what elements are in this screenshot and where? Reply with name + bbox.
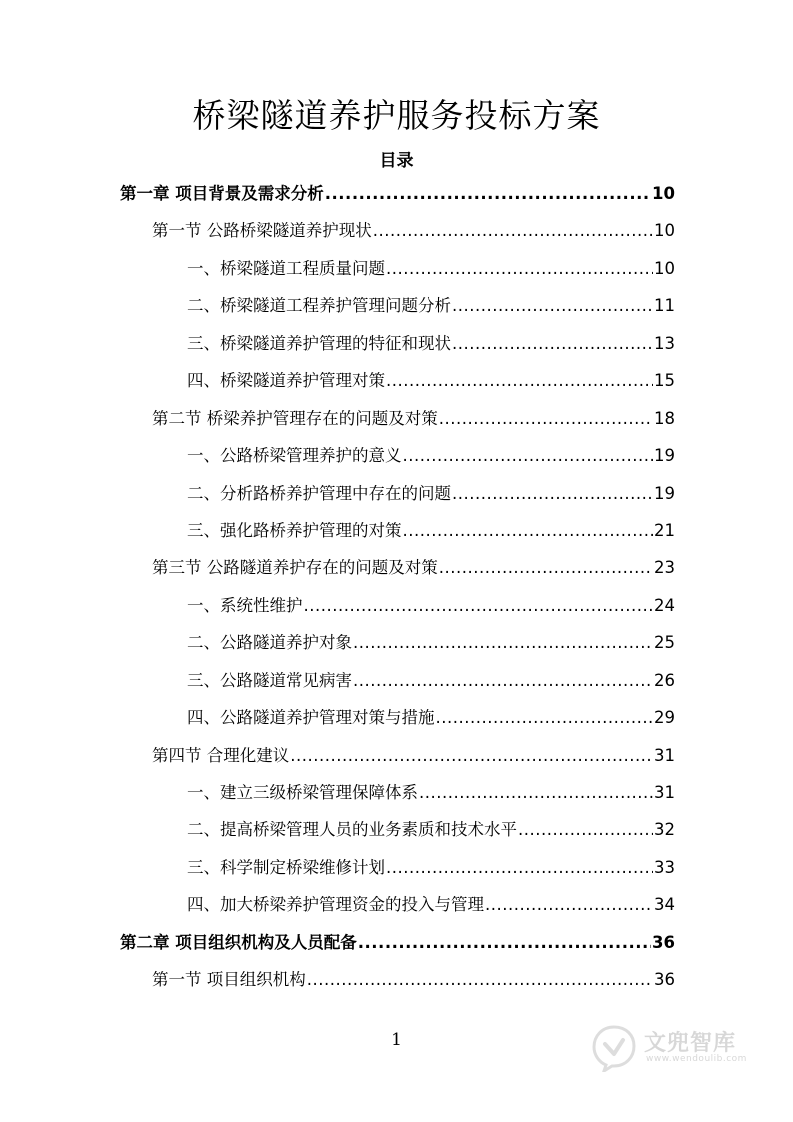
toc-entry[interactable] — [0, 662, 793, 699]
toc-entry-page: 32 — [654, 820, 675, 840]
toc-entry-page: 26 — [654, 670, 675, 690]
toc-entry-label: 二、提高桥梁管理人员的业务素质和技术水平 — [187, 820, 517, 840]
toc-leader-dots — [439, 400, 653, 437]
toc-entry-page: 13 — [654, 333, 675, 353]
wendou-logo-icon — [590, 1024, 638, 1072]
toc-leader-dots — [386, 250, 653, 287]
toc-leader-dots — [373, 212, 653, 249]
toc-entry-page: 36 — [654, 970, 675, 990]
toc-entry-page: 11 — [654, 296, 675, 316]
toc-entry-label: 四、桥梁隧道养护管理对策 — [187, 371, 385, 391]
toc-entry-page: 21 — [654, 520, 675, 540]
toc-entry[interactable] — [0, 549, 793, 586]
toc-entry[interactable] — [0, 849, 793, 886]
toc-entry-label: 三、公路隧道常见病害 — [187, 670, 352, 690]
toc-entry-page: 36 — [652, 932, 675, 952]
toc-entry[interactable] — [0, 774, 793, 811]
toc-entry-label: 第二章 项目组织机构及人员配备 — [120, 932, 357, 952]
toc-entry-page: 19 — [654, 483, 675, 503]
toc-entry-label: 三、强化路桥养护管理的对策 — [187, 520, 402, 540]
toc-entry[interactable] — [0, 400, 793, 437]
toc-entry-page: 34 — [654, 895, 675, 915]
toc-leader-dots — [439, 549, 653, 586]
toc-entry-label: 第四节 合理化建议 — [152, 745, 290, 765]
toc-entry[interactable] — [0, 811, 793, 848]
toc-entry-label: 第一节 项目组织机构 — [152, 970, 306, 990]
toc-leader-dots — [518, 811, 653, 848]
toc-entry-label: 第三节 公路隧道养护存在的问题及对策 — [152, 558, 438, 578]
toc-entry-page: 10 — [654, 221, 675, 241]
toc-entry[interactable] — [0, 212, 793, 249]
toc-leader-dots — [290, 737, 653, 774]
toc-entry-label: 二、桥梁隧道工程养护管理问题分析 — [187, 296, 451, 316]
toc-leader-dots — [452, 325, 653, 362]
watermark — [590, 1020, 770, 1080]
toc-entry-label: 四、公路隧道养护管理对策与措施 — [187, 708, 435, 728]
toc-leader-dots — [325, 175, 651, 212]
toc-entry-label: 一、系统性维护 — [187, 595, 303, 615]
toc-leader-dots — [358, 924, 651, 961]
toc-leader-dots — [353, 662, 653, 699]
toc-leader-dots — [485, 886, 653, 923]
toc-entry-label: 二、公路隧道养护对象 — [187, 633, 352, 653]
toc-leader-dots — [403, 437, 654, 474]
toc-entry[interactable] — [0, 175, 793, 212]
toc-entry-page: 31 — [654, 783, 675, 802]
toc-leader-dots — [452, 287, 653, 324]
toc-entry[interactable] — [0, 325, 793, 362]
toc-leader-dots — [403, 512, 654, 549]
toc-entry-page: 33 — [654, 857, 675, 877]
toc-entry[interactable] — [0, 699, 793, 736]
watermark-text: 文兜智库 — [644, 1031, 737, 1056]
toc-entry-page: 10 — [652, 184, 675, 203]
toc-entry[interactable] — [0, 287, 793, 324]
toc-leader-dots — [436, 699, 654, 736]
toc-entry[interactable] — [0, 512, 793, 549]
toc-entry[interactable] — [0, 924, 793, 961]
toc-entry-label: 二、分析路桥养护管理中存在的问题 — [187, 483, 451, 503]
toc-entry-page: 31 — [654, 745, 675, 765]
toc-leader-dots — [353, 624, 653, 661]
toc-entry-page: 19 — [654, 446, 675, 466]
toc-entry[interactable] — [0, 961, 793, 998]
toc-entry-page: 15 — [654, 371, 675, 391]
toc-entry-label: 三、桥梁隧道养护管理的特征和现状 — [187, 333, 451, 353]
toc-entry-label: 一、公路桥梁管理养护的意义 — [187, 446, 402, 466]
toc-entry-page: 18 — [654, 408, 675, 428]
toc-entry-label: 一、建立三级桥梁管理保障体系 — [187, 783, 418, 802]
toc-entry-page: 29 — [654, 708, 675, 728]
toc-entry-label: 四、加大桥梁养护管理资金的投入与管理 — [187, 895, 484, 915]
toc-entry[interactable] — [0, 624, 793, 661]
toc-entry[interactable] — [0, 250, 793, 287]
toc-leader-dots — [452, 475, 653, 512]
toc-entry[interactable] — [0, 737, 793, 774]
toc-leader-dots — [386, 849, 653, 886]
toc-leader-dots — [307, 961, 653, 998]
toc-entry-label: 第一节 公路桥梁隧道养护现状 — [152, 221, 372, 241]
toc-entry[interactable] — [0, 362, 793, 399]
toc-entry-page: 23 — [654, 558, 675, 578]
toc-entry[interactable] — [0, 475, 793, 512]
watermark-url: www.wendoulib.com — [646, 1054, 747, 1064]
table-of-contents — [0, 175, 793, 999]
toc-entry[interactable] — [0, 587, 793, 624]
page-number: 1 — [391, 1030, 402, 1050]
toc-entry-label: 三、科学制定桥梁维修计划 — [187, 857, 385, 877]
toc-entry-page: 24 — [654, 595, 675, 615]
toc-entry-page: 25 — [654, 633, 675, 653]
toc-entry-label: 第二节 桥梁养护管理存在的问题及对策 — [152, 408, 438, 428]
toc-entry[interactable] — [0, 886, 793, 923]
toc-entry-page: 10 — [654, 258, 675, 278]
toc-leader-dots — [419, 774, 653, 811]
toc-entry-label: 一、桥梁隧道工程质量问题 — [187, 258, 385, 278]
document-title: 桥梁隧道养护服务投标方案 — [192, 96, 601, 135]
toc-entry-label: 第一章 项目背景及需求分析 — [120, 184, 324, 203]
toc-leader-dots — [304, 587, 654, 624]
toc-leader-dots — [386, 362, 653, 399]
toc-heading: 目录 — [379, 151, 414, 171]
toc-entry[interactable] — [0, 437, 793, 474]
